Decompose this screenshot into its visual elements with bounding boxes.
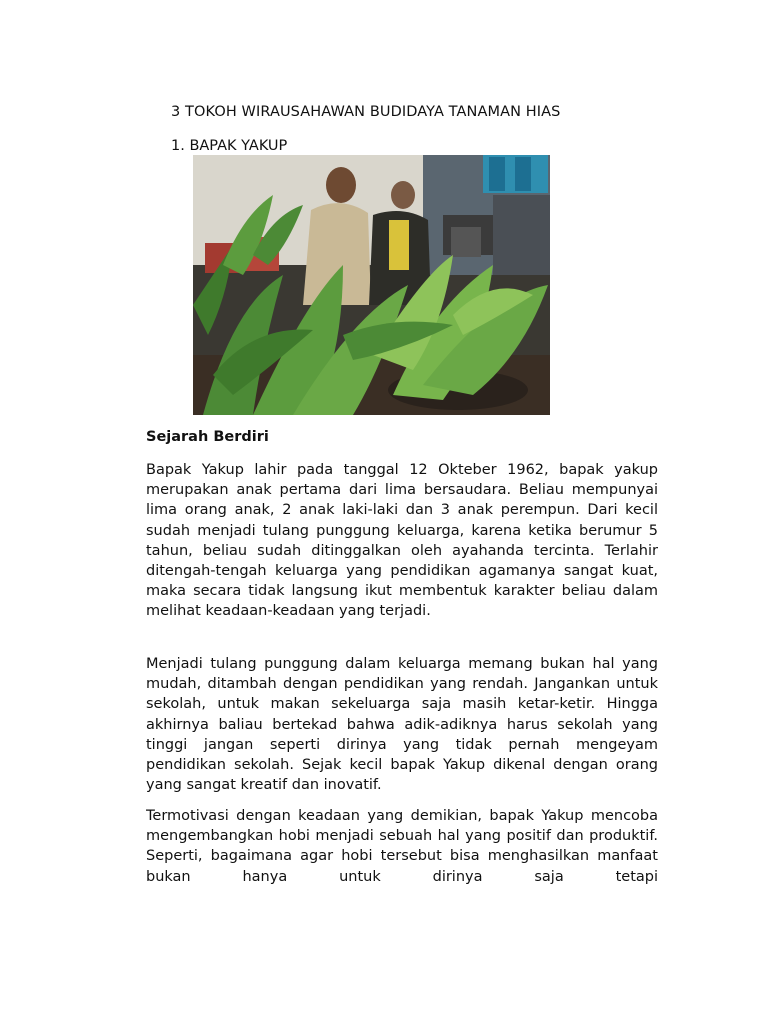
document-title: 3 TOKOH WIRAUSAHAWAN BUDIDAYA TANAMAN HIAS (171, 104, 561, 120)
paragraph-1: Bapak Yakup lahir pada tanggal 12 Okteber 1962, bapak yakup merupakan anak pertama dari lima bersaudara. Beliau mempunyai lima orang anak, 2 anak laki-laki dan 3 anak perempun. Dari kecil sudah menjadi tulang punggung keluarga, karena ketika berumur 5 tahun, beliau sudah ditinggalkan oleh ayahanda tercinta. Terlahir ditengah-tengah keluarga yang pendidikan agamanya sangat kuat, maka secara tidak langsung ikut membentuk karakter beliau dalam melihat keadaan-keadaan yang terjadi. (146, 462, 658, 620)
paragraph-3: Termotivasi dengan keadaan yang demikian, bapak Yakup mencoba mengembangkan hobi menjadi sebuah hal yang positif dan produktif. Seperti, bagaimana agar hobi tersebut bisa menghasilkan manfaat bukan hanya untuk dirinya saja tetapi (146, 808, 658, 885)
paragraph-3-container (146, 806, 666, 890)
section-heading: 1. BAPAK YAKUP (171, 138, 288, 154)
photo-bapak-yakup (193, 155, 550, 415)
subheading-sejarah-berdiri: Sejarah Berdiri (146, 429, 269, 445)
paragraph-2: Menjadi tulang punggung dalam keluarga memang bukan hal yang mudah, ditambah dengan pendidikan yang rendah. Jangankan untuk sekolah, untuk makan sekeluarga saja masih ketar-ketir. Hingga akhirnya baliau bertekad bahwa adik-adiknya harus sekolah yang tinggi jangan seperti dirinya yang tidak pernah mengeyam pendidikan sekolah. Sejak kecil bapak Yakup dikenal dengan orang yang sangat kreatif dan inovatif. (146, 656, 658, 794)
